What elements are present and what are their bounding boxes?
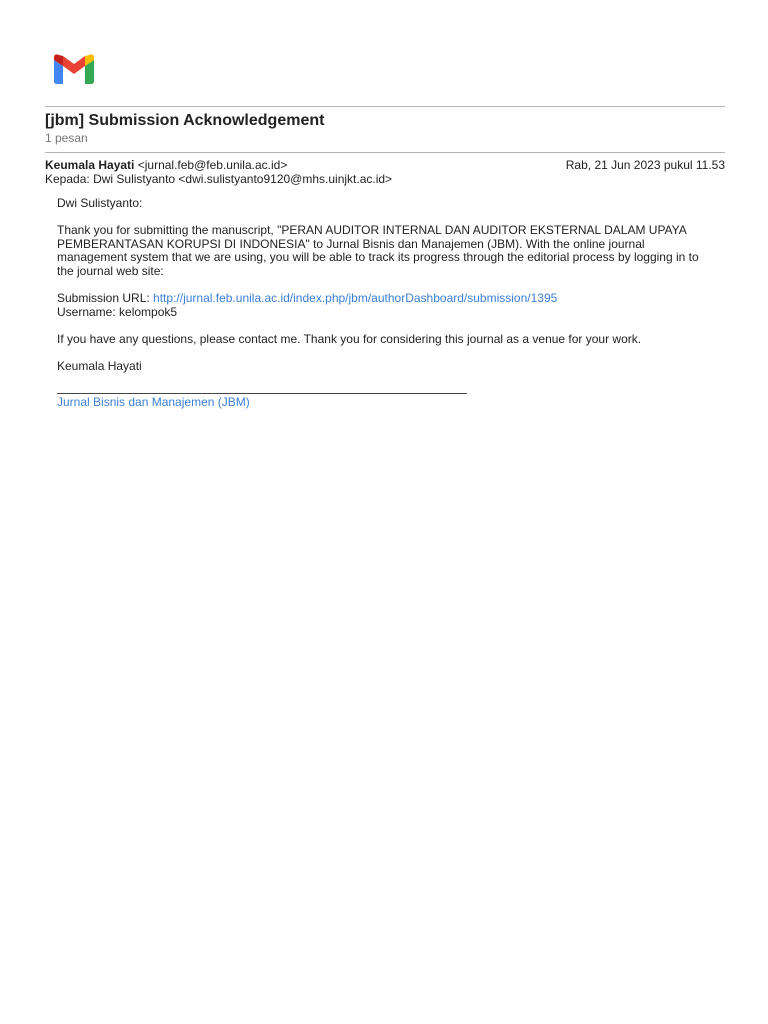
journal-link[interactable]: Jurnal Bisnis dan Manajemen (JBM) <box>57 394 250 409</box>
body-paragraph-2: If you have any questions, please contact me. Thank you for considering this journal as a venue for your work. <box>57 331 642 346</box>
signature-divider <box>57 387 467 394</box>
signature-name: Keumala Hayati <box>57 359 142 374</box>
body-paragraph-1: Thank you for submitting the manuscript, "PERAN AUDITOR INTERNAL DAN AUDITOR EKSTERNAL DALAM UPAYA PEMBERANTASAN KORUPSI DI INDONESIA" to Jurnal Bisnis dan Manajemen (JBM). With the online journal management system that we are using, you will be able to track its progress through the editorial process by logging in to the journal web site: <box>57 223 699 278</box>
thread-subject: [jbm] Submission Acknowledgement <box>45 112 325 129</box>
submission-url-link[interactable]: http://jurnal.feb.unila.ac.id/index.php/jbm/authorDashboard/submission/1395 <box>153 291 558 306</box>
message-count: 1 pesan <box>45 131 88 145</box>
message-body <box>57 197 717 409</box>
recipient-line <box>45 172 392 186</box>
to-value: Dwi Sulistyanto <dwi.sulistyanto9120@mhs.uinjkt.ac.id> <box>93 172 393 186</box>
sender-line <box>45 158 287 172</box>
greeting: Dwi Sulistyanto: <box>57 196 143 210</box>
username-label: Username: <box>57 304 116 319</box>
url-label: Submission URL: <box>57 291 150 306</box>
to-label: Kepada: <box>45 172 90 186</box>
message-date: Rab, 21 Jun 2023 pukul 11.53 <box>565 158 725 172</box>
gmail-logo-icon <box>54 54 94 84</box>
username-value: kelompok5 <box>119 304 178 319</box>
subject-divider <box>45 152 725 153</box>
sender-email: <jurnal.feb@feb.unila.ac.id> <box>137 158 288 172</box>
sender-name: Keumala Hayati <box>45 158 135 172</box>
submission-details <box>57 292 717 319</box>
header-divider <box>45 106 725 107</box>
